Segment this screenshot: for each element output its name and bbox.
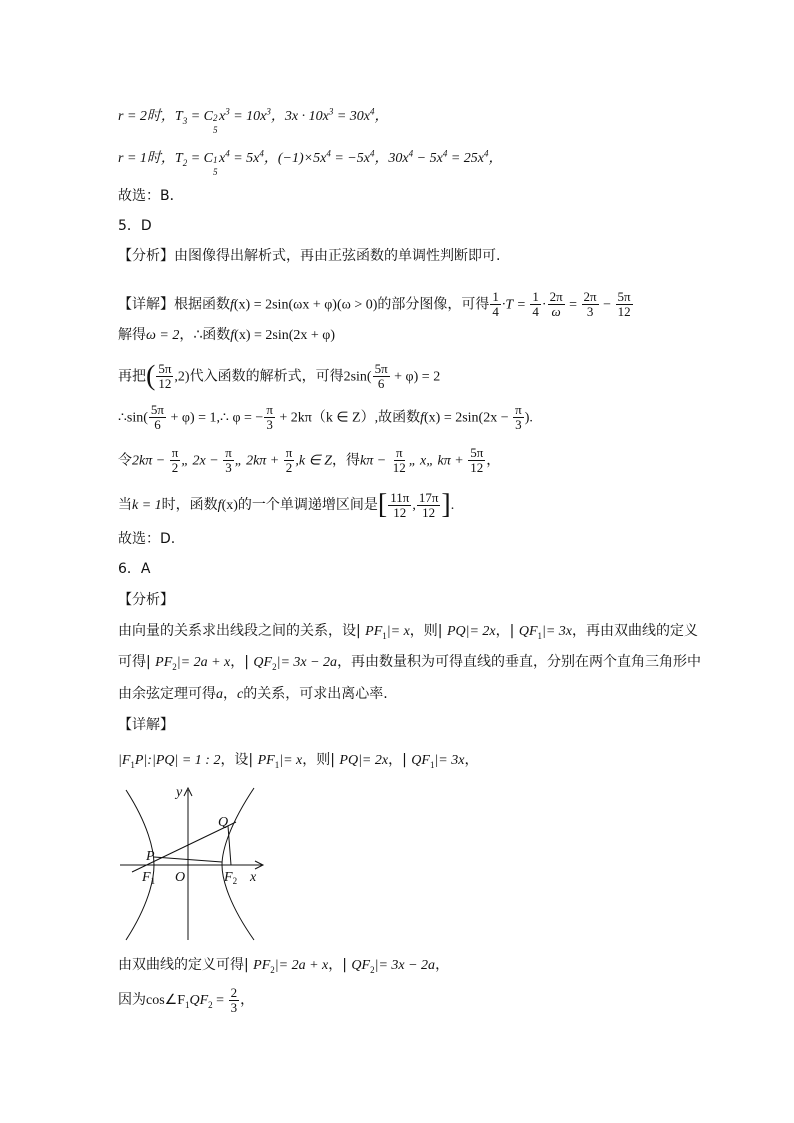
line-5: 【分析】由图像得出解析式，再由正弦函数的单调性判断即可. (118, 248, 501, 264)
line-9: ∴sin( $\frac{5\pi}{6}$ + φ) = 1,∴ φ = − $\frac{\pi}{3}$ + 2kπ（k ∈ Z）,故函数f(x) = 2sin(2x − $\frac{\pi}{3}$ ). (118, 402, 533, 432)
line-8: 再把( $\frac{5\pi}{12}$ ,2)代入函数的解析式，可得2sin( $\frac{5\pi}{6}$ + φ) = 2 (118, 360, 441, 392)
line-17: 由余弦定理可得a，c的关系，可求出离心率. (118, 686, 388, 702)
line-14: 【分析】 (118, 592, 174, 608)
line-21: 因为$\cos\angle F_1QF_2$ = $\frac{2}{3}$ ， (118, 984, 255, 1015)
line-10: 令2kπ − $\frac{\pi}{2}$ „ 2x − $\frac{\pi}{3}$ „ 2kπ + $\frac{\pi}{2}$ ,k ∈ Z，得kπ − $\frac{\pi}{12}$ „ x„ kπ + $\frac{5\pi}{12}$ ， (118, 445, 501, 475)
line-1: r = 2时，$T_3 = C$ 2 5 $x^3 = 10x^3$，$3x \cdot 10x^3 = 30x^4$， (118, 106, 389, 135)
line-16: 可得| $PF_2|= 2a + x$，| $QF_2|= 3x - 2a$，再由数量积为可得直线的垂直，分别在两个直角三角形中 (118, 654, 702, 672)
hyperbola-right-branch (222, 788, 254, 940)
line-12: 故选：D. (118, 531, 176, 547)
line-7: 解得ω = 2，∴函数f(x) = 2sin(2x + φ) (118, 327, 336, 343)
label-y: y (176, 785, 183, 800)
line-15: 由向量的关系求出线段之间的关系，设| $PF_1|= x$，则| PQ|= 2x，| $QF_1|= 3x$，再由双曲线的定义 (118, 623, 699, 641)
line-2: r = 1时，$T_2 = C$ 1 5 $x^4 = 5x^4$，$(-1)\times 5x^4 = -5x^4$，$30x^4 - 5x^4 = 25x^4$， (118, 148, 503, 177)
line-11: 当k = 1时，函数f(x)的一个单调递增区间是[ $\frac{11\pi}{12}$ , $\frac{17\pi}{12}$ ]. (118, 489, 455, 520)
label-p: P (146, 849, 155, 864)
line-6: 【详解】根据函数f(x) = 2sin(ωx + φ)(ω > 0)的部分图像，可得 $\frac{1}{4}$ ·T = $\frac{1}{4}$ · $\frac{2\pi}{\omega}$ = $\frac{2\pi}{3}$ − $\frac{5\pi}{12}$ (118, 289, 631, 319)
hyperbola-figure (118, 784, 268, 942)
line-3: 故选：B． (118, 188, 184, 204)
line-19: $|F_1P|:|PQ| = 1$ : 2，设| $PF_1|= x$，则| PQ|= 2x，| $QF_1|= 3x$， (118, 752, 479, 770)
label-q: Q (218, 815, 229, 830)
label-f1: $F_1$ (142, 870, 156, 886)
line-18: 【详解】 (118, 717, 174, 733)
line-13: 6．A (118, 561, 151, 577)
label-f2: $F_2$ (224, 870, 238, 886)
label-x: x (250, 870, 257, 885)
line-4: 5．D (118, 218, 152, 234)
line-20: 由双曲线的定义可得| $PF_2|= 2a + x$，| $QF_2|= 3x - 2a$， (118, 957, 450, 975)
label-o: O (175, 870, 186, 885)
